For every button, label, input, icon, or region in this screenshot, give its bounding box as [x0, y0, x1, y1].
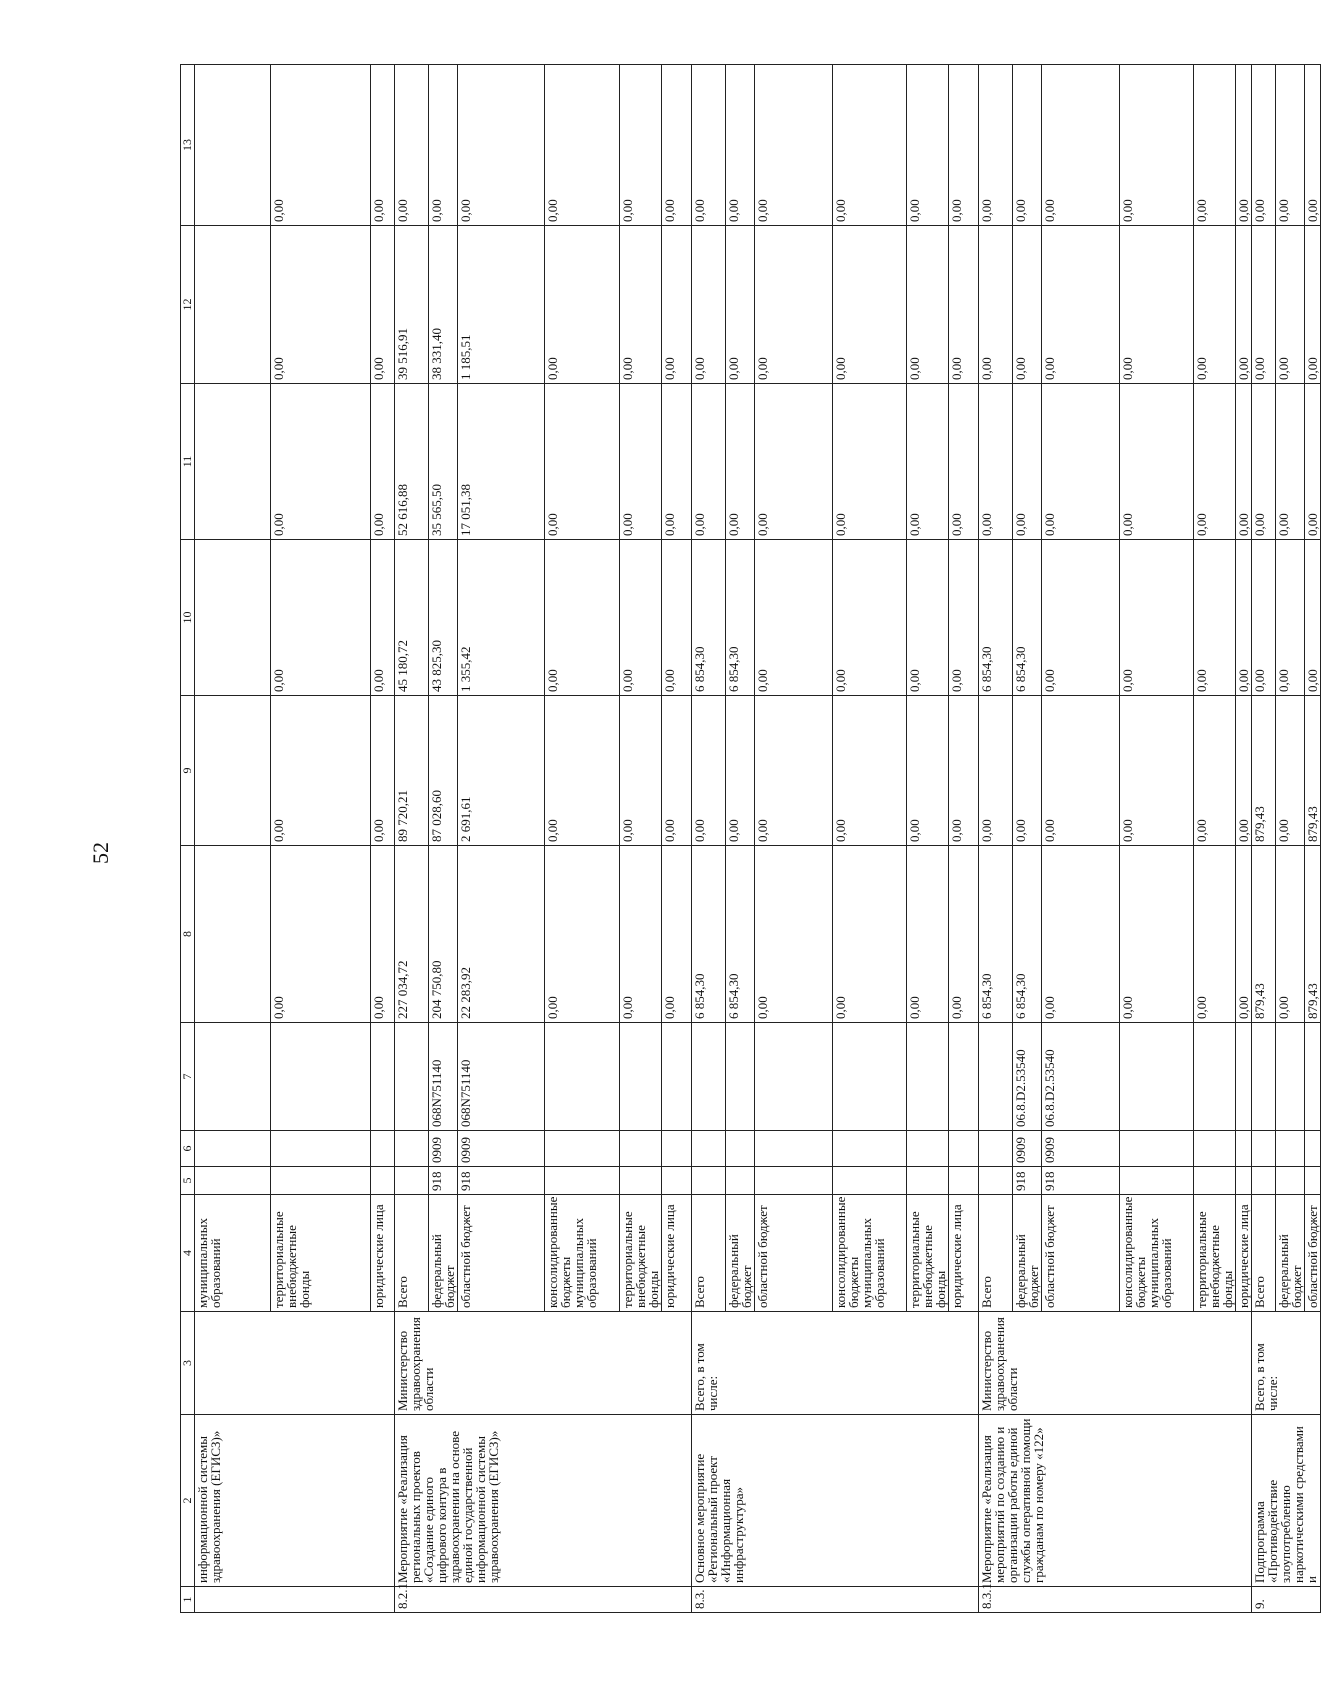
- cell-col-13: 0,00: [545, 65, 620, 226]
- cell-col-7: [949, 1023, 979, 1131]
- cell-col-12: 39 516,91: [395, 226, 429, 384]
- cell-col-4: Всего: [395, 1195, 429, 1312]
- cell-col-10: 0,00: [545, 540, 620, 696]
- cell-col-10: 0,00: [1305, 540, 1321, 696]
- cell-col-5: 918: [1042, 1167, 1120, 1195]
- cell-col-8: 0,00: [1236, 846, 1252, 1023]
- header-cell: 3: [181, 1312, 195, 1415]
- cell-col-6: [833, 1131, 907, 1167]
- cell-col-5: [726, 1167, 755, 1195]
- cell-col-11: 0,00: [755, 384, 833, 540]
- cell-col-12: 0,00: [371, 226, 395, 384]
- cell-col-9: 0,00: [907, 696, 949, 846]
- cell-col-11: 35 565,50: [429, 384, 458, 540]
- cell-col-6: 0909: [429, 1131, 458, 1167]
- cell-col-4: территориальные внебюджетные фонды: [907, 1195, 949, 1312]
- cell-col-13: 0,00: [458, 65, 545, 226]
- cell-col-8: 0,00: [833, 846, 907, 1023]
- cell-col-11: 0,00: [726, 384, 755, 540]
- cell-col-11: 17 051,38: [458, 384, 545, 540]
- cell-col-5: [833, 1167, 907, 1195]
- cell-col-6: [662, 1131, 692, 1167]
- cell-col-13: 0,00: [271, 65, 371, 226]
- cell-col-8: 0,00: [545, 846, 620, 1023]
- cell-col-6: [1276, 1131, 1305, 1167]
- cell-col-11: 0,00: [271, 384, 371, 540]
- cell-col-8: [195, 846, 271, 1023]
- cell-col-9: 0,00: [726, 696, 755, 846]
- cell-col-13: 0,00: [662, 65, 692, 226]
- cell-col-11: 0,00: [1276, 384, 1305, 540]
- cell-col-11: 0,00: [1305, 384, 1321, 540]
- cell-col-6: [692, 1131, 726, 1167]
- cell-col-9: 0,00: [979, 696, 1013, 846]
- cell-col-5: [271, 1167, 371, 1195]
- cell-col-7: [620, 1023, 662, 1131]
- cell-col-2: Мероприятие «Реализация региональных проектов «Создание единого цифрового контура в здравоохранении на основе единой государственной информационной системы здравоохранения (ЕГИСЗ)»: [395, 1415, 692, 1587]
- cell-col-9: 0,00: [833, 696, 907, 846]
- cell-col-4: областной бюджет: [755, 1195, 833, 1312]
- cell-col-7: [662, 1023, 692, 1131]
- cell-col-13: 0,00: [1042, 65, 1120, 226]
- cell-col-5: [1120, 1167, 1194, 1195]
- cell-col-8: 0,00: [662, 846, 692, 1023]
- cell-col-13: 0,00: [1120, 65, 1194, 226]
- cell-col-8: 0,00: [271, 846, 371, 1023]
- cell-col-10: 0,00: [1252, 540, 1276, 696]
- cell-col-13: 0,00: [907, 65, 949, 226]
- cell-col-6: [1236, 1131, 1252, 1167]
- cell-col-5: [755, 1167, 833, 1195]
- cell-col-13: 0,00: [1236, 65, 1252, 226]
- cell-col-12: 38 331,40: [429, 226, 458, 384]
- cell-col-4: областной бюджет: [458, 1195, 545, 1312]
- cell-col-9: 0,00: [1276, 696, 1305, 846]
- cell-col-4: областной бюджет: [1042, 1195, 1120, 1312]
- header-cell: 4: [181, 1195, 195, 1312]
- cell-col-11: 0,00: [1236, 384, 1252, 540]
- cell-col-1: 8.3.1.: [979, 1587, 1252, 1613]
- cell-col-13: 0,00: [1276, 65, 1305, 226]
- cell-col-7: 06.8.D2.53540: [1013, 1023, 1042, 1131]
- table-row: [1252, 65, 1276, 1613]
- cell-col-8: 0,00: [1194, 846, 1236, 1023]
- cell-col-4: федеральный бюджет: [1013, 1195, 1042, 1312]
- cell-col-9: 0,00: [371, 696, 395, 846]
- cell-col-7: [1120, 1023, 1194, 1131]
- cell-col-6: [726, 1131, 755, 1167]
- cell-col-12: 0,00: [1120, 226, 1194, 384]
- cell-col-5: [949, 1167, 979, 1195]
- cell-col-4: консолидированные бюджеты муниципальных образований: [1120, 1195, 1194, 1312]
- cell-col-7: [979, 1023, 1013, 1131]
- header-cell: 1: [181, 1587, 195, 1613]
- cell-col-10: [195, 540, 271, 696]
- cell-col-9: 0,00: [949, 696, 979, 846]
- header-cell: 13: [181, 65, 195, 226]
- cell-col-4: консолидированные бюджеты муниципальных образований: [833, 1195, 907, 1312]
- cell-col-9: 0,00: [1194, 696, 1236, 846]
- cell-col-5: [371, 1167, 395, 1195]
- cell-col-8: 227 034,72: [395, 846, 429, 1023]
- cell-col-11: 0,00: [620, 384, 662, 540]
- cell-col-5: 918: [1013, 1167, 1042, 1195]
- cell-col-12: 0,00: [949, 226, 979, 384]
- cell-col-6: [1305, 1131, 1321, 1167]
- cell-col-13: 0,00: [371, 65, 395, 226]
- cell-col-8: 204 750,80: [429, 846, 458, 1023]
- cell-col-9: 0,00: [1013, 696, 1042, 846]
- cell-col-12: 0,00: [726, 226, 755, 384]
- cell-col-4: Всего: [692, 1195, 726, 1312]
- cell-col-10: 0,00: [662, 540, 692, 696]
- cell-col-4: федеральный бюджет: [429, 1195, 458, 1312]
- table-row: [692, 65, 726, 1613]
- cell-col-4: юридические лица: [371, 1195, 395, 1312]
- cell-col-5: [195, 1167, 271, 1195]
- cell-col-7: [1276, 1023, 1305, 1131]
- cell-col-10: 45 180,72: [395, 540, 429, 696]
- table-row: [395, 65, 429, 1613]
- rotated-table-wrapper: [180, 65, 1320, 1613]
- cell-col-4: юридические лица: [662, 1195, 692, 1312]
- cell-col-8: 0,00: [371, 846, 395, 1023]
- cell-col-13: 0,00: [1013, 65, 1042, 226]
- cell-col-12: 0,00: [833, 226, 907, 384]
- cell-col-8: 0,00: [907, 846, 949, 1023]
- cell-col-3: Министерство здравоохранения области: [979, 1312, 1252, 1415]
- cell-col-2: информационной системы здравоохранения (ЕГИСЗ)»: [195, 1415, 395, 1587]
- cell-col-7: [1305, 1023, 1321, 1131]
- cell-col-8: 6 854,30: [979, 846, 1013, 1023]
- cell-col-12: 0,00: [1194, 226, 1236, 384]
- cell-col-12: 0,00: [1042, 226, 1120, 384]
- cell-col-7: [1252, 1023, 1276, 1131]
- cell-col-8: 6 854,30: [692, 846, 726, 1023]
- cell-col-8: 22 283,92: [458, 846, 545, 1023]
- cell-col-1: 8.2.1.: [395, 1587, 692, 1613]
- cell-col-11: 0,00: [662, 384, 692, 540]
- cell-col-4: муниципальных образований: [195, 1195, 271, 1312]
- cell-col-6: [1194, 1131, 1236, 1167]
- cell-col-7: [755, 1023, 833, 1131]
- cell-col-5: [1252, 1167, 1276, 1195]
- cell-col-6: [271, 1131, 371, 1167]
- cell-col-6: [395, 1131, 429, 1167]
- cell-col-1: 8.3.: [692, 1587, 979, 1613]
- cell-col-4: юридические лица: [1236, 1195, 1252, 1312]
- cell-col-5: [395, 1167, 429, 1195]
- cell-col-2: Подпрограмма «Противодействие злоупотреблению наркотическими средствами и: [1252, 1415, 1321, 1587]
- cell-col-9: 0,00: [662, 696, 692, 846]
- cell-col-10: 0,00: [907, 540, 949, 696]
- cell-col-5: [545, 1167, 620, 1195]
- cell-col-7: 068N751140: [429, 1023, 458, 1131]
- cell-col-10: 0,00: [271, 540, 371, 696]
- cell-col-10: 0,00: [371, 540, 395, 696]
- cell-col-11: 0,00: [1252, 384, 1276, 540]
- cell-col-10: 0,00: [1194, 540, 1236, 696]
- cell-col-5: [1276, 1167, 1305, 1195]
- cell-col-12: 0,00: [907, 226, 949, 384]
- budget-table: [180, 64, 1321, 1613]
- cell-col-11: 0,00: [1194, 384, 1236, 540]
- cell-col-8: 879,43: [1252, 846, 1276, 1023]
- header-cell: 12: [181, 226, 195, 384]
- cell-col-13: 0,00: [1305, 65, 1321, 226]
- cell-col-6: [545, 1131, 620, 1167]
- cell-col-6: [1252, 1131, 1276, 1167]
- cell-col-6: [1120, 1131, 1194, 1167]
- cell-col-13: 0,00: [726, 65, 755, 226]
- cell-col-5: [979, 1167, 1013, 1195]
- cell-col-12: 0,00: [1236, 226, 1252, 384]
- cell-col-10: 6 854,30: [979, 540, 1013, 696]
- cell-col-9: 879,43: [1305, 696, 1321, 846]
- cell-col-10: 1 355,42: [458, 540, 545, 696]
- cell-col-9: 2 691,61: [458, 696, 545, 846]
- cell-col-3: Всего, в том числе:: [1252, 1312, 1321, 1415]
- cell-col-9: 0,00: [620, 696, 662, 846]
- cell-col-11: 52 616,88: [395, 384, 429, 540]
- cell-col-6: 0909: [458, 1131, 545, 1167]
- cell-col-12: 0,00: [662, 226, 692, 384]
- cell-col-7: [545, 1023, 620, 1131]
- cell-col-13: [195, 65, 271, 226]
- cell-col-4: территориальные внебюджетные фонды: [620, 1195, 662, 1312]
- cell-col-9: 0,00: [545, 696, 620, 846]
- table-row: [195, 65, 271, 1613]
- cell-col-8: 0,00: [755, 846, 833, 1023]
- cell-col-5: 918: [458, 1167, 545, 1195]
- cell-col-7: [833, 1023, 907, 1131]
- cell-col-12: 0,00: [755, 226, 833, 384]
- cell-col-7: 068N751140: [458, 1023, 545, 1131]
- cell-col-13: 0,00: [692, 65, 726, 226]
- cell-col-4: юридические лица: [949, 1195, 979, 1312]
- table-header-row: [181, 65, 195, 1613]
- cell-col-10: 0,00: [949, 540, 979, 696]
- cell-col-12: 0,00: [271, 226, 371, 384]
- cell-col-11: 0,00: [1042, 384, 1120, 540]
- cell-col-3: [195, 1312, 395, 1415]
- cell-col-9: 87 028,60: [429, 696, 458, 846]
- header-cell: 10: [181, 540, 195, 696]
- cell-col-7: [1194, 1023, 1236, 1131]
- cell-col-10: 0,00: [1236, 540, 1252, 696]
- cell-col-5: [692, 1167, 726, 1195]
- cell-col-10: 0,00: [620, 540, 662, 696]
- cell-col-5: [1236, 1167, 1252, 1195]
- cell-col-6: [949, 1131, 979, 1167]
- cell-col-3: Министерство здравоохранения области: [395, 1312, 692, 1415]
- cell-col-5: [1194, 1167, 1236, 1195]
- table-row: [979, 65, 1013, 1613]
- cell-col-7: [1236, 1023, 1252, 1131]
- cell-col-8: 0,00: [1120, 846, 1194, 1023]
- cell-col-8: 0,00: [620, 846, 662, 1023]
- header-cell: 9: [181, 696, 195, 846]
- cell-col-11: 0,00: [949, 384, 979, 540]
- cell-col-7: [395, 1023, 429, 1131]
- cell-col-4: консолидированные бюджеты муниципальных образований: [545, 1195, 620, 1312]
- cell-col-7: [692, 1023, 726, 1131]
- cell-col-10: 0,00: [1120, 540, 1194, 696]
- cell-col-12: 0,00: [1305, 226, 1321, 384]
- cell-col-7: [371, 1023, 395, 1131]
- cell-col-9: 0,00: [692, 696, 726, 846]
- cell-col-7: [271, 1023, 371, 1131]
- cell-col-11: 0,00: [545, 384, 620, 540]
- cell-col-12: 0,00: [1276, 226, 1305, 384]
- cell-col-9: 89 720,21: [395, 696, 429, 846]
- cell-col-4: Всего: [979, 1195, 1013, 1312]
- cell-col-9: 0,00: [755, 696, 833, 846]
- cell-col-10: 0,00: [1042, 540, 1120, 696]
- cell-col-9: [195, 696, 271, 846]
- cell-col-6: [371, 1131, 395, 1167]
- cell-col-13: 0,00: [620, 65, 662, 226]
- cell-col-11: 0,00: [371, 384, 395, 540]
- cell-col-5: [1305, 1167, 1321, 1195]
- cell-col-10: 0,00: [1276, 540, 1305, 696]
- cell-col-13: 0,00: [833, 65, 907, 226]
- header-cell: 2: [181, 1415, 195, 1587]
- cell-col-12: 0,00: [1013, 226, 1042, 384]
- cell-col-6: [195, 1131, 271, 1167]
- cell-col-7: [726, 1023, 755, 1131]
- cell-col-8: 6 854,30: [726, 846, 755, 1023]
- cell-col-9: 0,00: [1042, 696, 1120, 846]
- cell-col-3: Всего, в том числе:: [692, 1312, 979, 1415]
- cell-col-8: 879,43: [1305, 846, 1321, 1023]
- cell-col-6: 0909: [1013, 1131, 1042, 1167]
- header-cell: 6: [181, 1131, 195, 1167]
- cell-col-5: [907, 1167, 949, 1195]
- cell-col-4: Всего: [1252, 1195, 1276, 1312]
- header-cell: 8: [181, 846, 195, 1023]
- cell-col-13: 0,00: [755, 65, 833, 226]
- cell-col-13: 0,00: [1252, 65, 1276, 226]
- cell-col-2: Основное мероприятие «Региональный проект «Информационная инфраструктура»: [692, 1415, 979, 1587]
- cell-col-1: [195, 1587, 395, 1613]
- cell-col-10: 43 825,30: [429, 540, 458, 696]
- cell-col-1: 9.: [1252, 1587, 1321, 1613]
- cell-col-7: [195, 1023, 271, 1131]
- cell-col-9: 0,00: [271, 696, 371, 846]
- cell-col-11: 0,00: [1013, 384, 1042, 540]
- cell-col-4: федеральный бюджет: [726, 1195, 755, 1312]
- cell-col-13: 0,00: [395, 65, 429, 226]
- cell-col-11: [195, 384, 271, 540]
- cell-col-12: [195, 226, 271, 384]
- cell-col-4: областной бюджет: [1305, 1195, 1321, 1312]
- header-cell: 7: [181, 1023, 195, 1131]
- cell-col-11: 0,00: [1120, 384, 1194, 540]
- cell-col-13: 0,00: [1194, 65, 1236, 226]
- cell-col-5: 918: [429, 1167, 458, 1195]
- cell-col-6: 0909: [1042, 1131, 1120, 1167]
- cell-col-6: [907, 1131, 949, 1167]
- cell-col-8: 0,00: [949, 846, 979, 1023]
- cell-col-7: 06.8.D2.53540: [1042, 1023, 1120, 1131]
- cell-col-11: 0,00: [979, 384, 1013, 540]
- header-cell: 5: [181, 1167, 195, 1195]
- cell-col-6: [979, 1131, 1013, 1167]
- cell-col-10: 6 854,30: [692, 540, 726, 696]
- cell-col-13: 0,00: [429, 65, 458, 226]
- cell-col-8: 0,00: [1042, 846, 1120, 1023]
- page-number: 52: [88, 842, 113, 864]
- cell-col-6: [755, 1131, 833, 1167]
- cell-col-10: 0,00: [755, 540, 833, 696]
- cell-col-4: территориальные внебюджетные фонды: [1194, 1195, 1236, 1312]
- cell-col-7: [907, 1023, 949, 1131]
- cell-col-12: 1 185,51: [458, 226, 545, 384]
- header-cell: 11: [181, 384, 195, 540]
- cell-col-8: 0,00: [1276, 846, 1305, 1023]
- cell-col-10: 6 854,30: [1013, 540, 1042, 696]
- cell-col-2: Мероприятие «Реализация мероприятий по созданию и организации работы единой службы оперативной помощи гражданам по номеру «122»: [979, 1415, 1252, 1587]
- cell-col-12: 0,00: [1252, 226, 1276, 384]
- cell-col-11: 0,00: [692, 384, 726, 540]
- cell-col-12: 0,00: [692, 226, 726, 384]
- cell-col-6: [620, 1131, 662, 1167]
- cell-col-13: 0,00: [949, 65, 979, 226]
- cell-col-5: [620, 1167, 662, 1195]
- cell-col-8: 6 854,30: [1013, 846, 1042, 1023]
- cell-col-9: 0,00: [1120, 696, 1194, 846]
- cell-col-5: [662, 1167, 692, 1195]
- cell-col-4: федеральный бюджет: [1276, 1195, 1305, 1312]
- cell-col-11: 0,00: [833, 384, 907, 540]
- cell-col-13: 0,00: [979, 65, 1013, 226]
- cell-col-10: 0,00: [833, 540, 907, 696]
- cell-col-9: 879,43: [1252, 696, 1276, 846]
- cell-col-12: 0,00: [979, 226, 1013, 384]
- cell-col-4: территориальные внебюджетные фонды: [271, 1195, 371, 1312]
- cell-col-9: 0,00: [1236, 696, 1252, 846]
- cell-col-11: 0,00: [907, 384, 949, 540]
- cell-col-10: 6 854,30: [726, 540, 755, 696]
- cell-col-12: 0,00: [545, 226, 620, 384]
- cell-col-12: 0,00: [620, 226, 662, 384]
